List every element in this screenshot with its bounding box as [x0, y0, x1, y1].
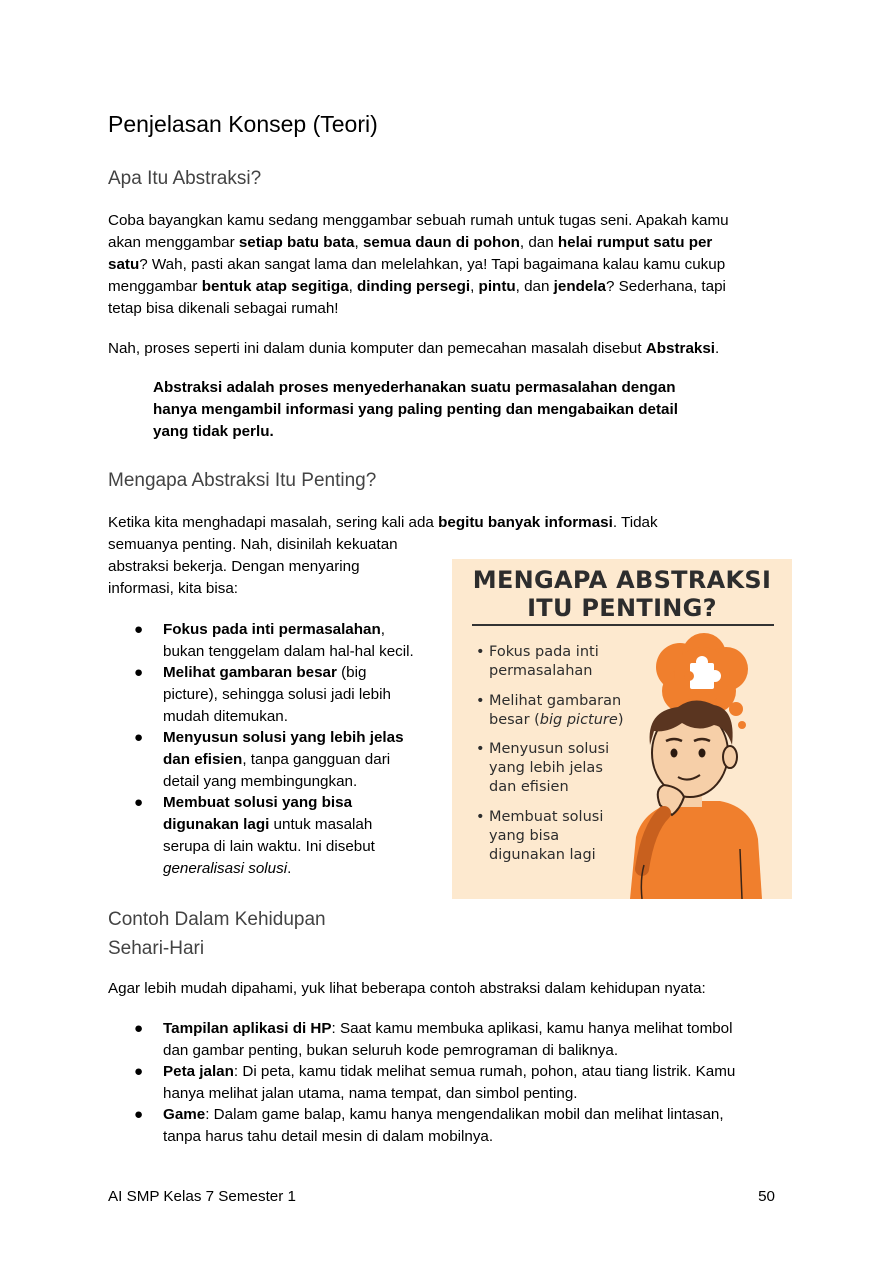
- section-heading-contoh: [108, 905, 326, 963]
- text-line: Ketika kita menghadapi masalah, sering kali ada begitu banyak informasi. Tidak: [108, 514, 658, 531]
- paragraph-examples-intro: Agar lebih mudah dipahami, yuk lihat beberapa contoh abstraksi dalam kehidupan nyata:: [108, 980, 706, 997]
- text-line: semuanya penting. Nah, disinilah kekuatan: [108, 536, 398, 553]
- bullet: ●: [134, 1020, 144, 1037]
- heading-line: Contoh Dalam Kehidupan: [108, 909, 326, 930]
- text-line: abstraksi bekerja. Dengan menyaring: [108, 558, 360, 575]
- heading-line: Sehari-Hari: [108, 938, 205, 959]
- bullet: ●: [134, 1106, 144, 1123]
- bullet: ●: [134, 664, 144, 681]
- text-line: tetap bisa dikenali sebagai rumah!: [108, 300, 339, 317]
- infographic-why-abstraction: MENGAPA ABSTRAKSI ITU PENTING? • Fokus pada inti permasalahan • Melihat gambaran besar (big picture) • Menyusun solusi yang lebih jelas dan efisien • Membuat solusi yang bisa digunakan lagi: [452, 559, 792, 899]
- infographic-title-line: ITU PENTING?: [527, 594, 717, 622]
- text-line: Coba bayangkan kamu sedang menggambar sebuah rumah untuk tugas seni. Apakah kamu: [108, 212, 729, 229]
- paragraph-intro: [108, 210, 808, 320]
- text-line: menggambar bentuk atap segitiga, dinding persegi, pintu, dan jendela? Sederhana, tapi: [108, 278, 726, 295]
- bullet: ●: [134, 794, 144, 811]
- infographic-title-line: MENGAPA ABSTRAKSI: [472, 566, 772, 594]
- footer-course-title: AI SMP Kelas 7 Semester 1: [108, 1188, 296, 1205]
- examples-list: ● Tampilan aplikasi di HP: Saat kamu membuka aplikasi, kamu hanya melihat tombol dan gambar penting, bukan seluruh kode pemrograman di baliknya. ● Peta jalan: Di peta, kamu tidak melihat semua rumah, pohon, atau tiang listrik. Kamu hanya melihat jalan utama, nama tempat, dan simbol penting. ● Game: Dalam game balap, kamu hanya mengendalikan mobil dan melihat lintasan, tanpa harus tahu detail mesin di dalam mobilnya.: [134, 1020, 736, 1145]
- definition-quote: [153, 377, 678, 443]
- bullet: ●: [134, 729, 144, 746]
- text-line: satu? Wah, pasti akan sangat lama dan melelahkan, ya! Tapi bagaimana kalau kamu cukup: [108, 256, 726, 273]
- quote-line: yang tidak perlu.: [153, 423, 274, 440]
- bullet: ●: [134, 1063, 144, 1080]
- text-line: akan menggambar setiap batu bata, semua daun di pohon, dan helai rumput satu per: [108, 234, 713, 251]
- bullet: ●: [134, 621, 144, 638]
- paragraph-definition-lead: Nah, proses seperti ini dalam dunia komputer dan pemecahan masalah disebut Abstraksi.: [108, 340, 720, 357]
- infographic-divider: [472, 624, 774, 626]
- benefit-list: ● Fokus pada inti permasalahan, bukan tenggelam dalam hal-hal kecil. ● Melihat gambaran besar (big picture), sehingga solusi jadi lebih mudah ditemukan. ● Menyusun solusi yang lebih jelas dan efisien, tanpa gangguan dari detail yang membingungkan. ● Membuat solusi yang bisa digunakan lagi untuk masalah serupa di lain waktu. Ini disebut generalisasi solusi.: [134, 621, 414, 877]
- section-heading-apa-itu-abstraksi: Apa Itu Abstraksi?: [108, 168, 262, 189]
- page-title: Penjelasan Konsep (Teori): [108, 111, 378, 137]
- quote-line: Abstraksi adalah proses menyederhanakan suatu permasalahan dengan: [153, 379, 676, 396]
- page-number: 50: [758, 1188, 775, 1205]
- thinking-boy-illustration: [602, 629, 792, 899]
- quote-line: hanya mengambil informasi yang paling penting dan mengabaikan detail: [153, 401, 678, 418]
- text-line: informasi, kita bisa:: [108, 580, 238, 597]
- section-heading-mengapa-penting: Mengapa Abstraksi Itu Penting?: [108, 470, 377, 491]
